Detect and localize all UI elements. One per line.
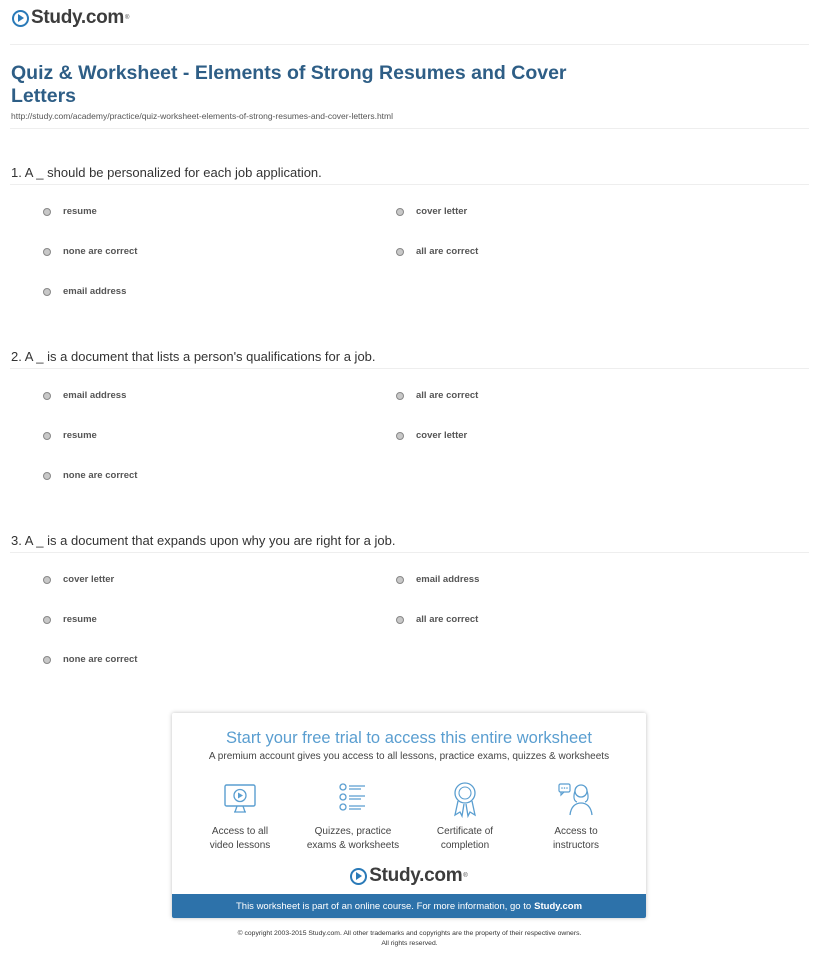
answer-option[interactable] [43, 430, 97, 441]
answer-option[interactable] [43, 470, 137, 481]
feature-label-line: exams & worksheets [306, 840, 400, 851]
copyright-notice [150, 929, 669, 949]
feature-label-line: Access to all [211, 826, 269, 837]
play-circle-icon [350, 868, 367, 885]
option-label: resume [63, 430, 97, 441]
answer-option[interactable] [396, 246, 478, 257]
logo-trademark: ® [463, 873, 468, 879]
logo-text: Study.com [369, 865, 463, 886]
feature-label-line: instructors [552, 840, 600, 851]
copyright-line: All rights reserved. [381, 940, 438, 947]
option-label: cover letter [63, 574, 115, 585]
page-title: Quiz & Worksheet - Elements of Strong Resumes and Cover Letters [11, 62, 567, 107]
answer-option[interactable] [43, 614, 97, 625]
feature-label-line: Certificate of [436, 826, 494, 837]
feature-label-line: video lessons [209, 840, 271, 851]
answer-option[interactable] [396, 390, 478, 401]
feature-certificate [406, 779, 524, 853]
radio-button[interactable] [396, 576, 404, 584]
option-label: none are correct [63, 246, 138, 257]
feature-label-line: Access to [554, 826, 598, 837]
option-label: resume [63, 614, 97, 625]
study-logo[interactable] [12, 7, 129, 29]
answer-option[interactable] [396, 206, 467, 217]
option-label: all are correct [416, 614, 479, 625]
header-divider [10, 44, 809, 45]
title-divider [10, 128, 809, 129]
certificate-icon [445, 779, 485, 819]
option-label: all are correct [416, 246, 479, 257]
answer-option[interactable] [396, 430, 467, 441]
promo-subtitle: A premium account gives you access to all lessons, practice exams, quizzes & worksheets [208, 751, 610, 762]
radio-button[interactable] [43, 616, 51, 624]
copyright-line: © copyright 2003-2015 Study.com. All other trademarks and copyrights are the property of their respective owners. [237, 930, 582, 937]
question-divider [10, 368, 809, 369]
feature-label [406, 825, 524, 853]
answer-option[interactable] [43, 206, 97, 217]
radio-button[interactable] [396, 248, 404, 256]
radio-button[interactable] [43, 392, 51, 400]
play-circle-icon [12, 10, 29, 27]
feature-label-line: Quizzes, practice [314, 826, 392, 837]
question-text: 2. A _ is a document that lists a person's qualifications for a job. [11, 349, 376, 364]
option-label: none are correct [63, 470, 138, 481]
option-label: email address [63, 286, 127, 297]
option-label: none are correct [63, 654, 138, 665]
option-label: all are correct [416, 390, 479, 401]
radio-button[interactable] [43, 472, 51, 480]
answer-option[interactable] [43, 286, 126, 297]
study-com-link[interactable]: Study.com [534, 900, 583, 912]
answer-option[interactable] [396, 574, 479, 585]
option-label: email address [416, 574, 480, 585]
question-divider [10, 184, 809, 185]
answer-option[interactable] [43, 246, 137, 257]
radio-button[interactable] [396, 432, 404, 440]
option-label: cover letter [416, 430, 468, 441]
feature-video-lessons [181, 779, 299, 853]
question-divider [10, 552, 809, 553]
answer-option[interactable] [43, 390, 126, 401]
radio-button[interactable] [43, 248, 51, 256]
question-text: 1. A _ should be personalized for each job application. [11, 165, 322, 180]
page-url: http://study.com/academy/practice/quiz-worksheet-elements-of-strong-resumes-and-cover-letters.html [11, 111, 394, 121]
option-label: cover letter [416, 206, 468, 217]
promo-bar-text: This worksheet is part of an online course. For more information, go to [235, 900, 532, 912]
option-label: resume [63, 206, 97, 217]
logo-text: Study.com [31, 7, 125, 28]
radio-button[interactable] [43, 288, 51, 296]
answer-option[interactable] [43, 574, 114, 585]
answer-option[interactable] [43, 654, 137, 665]
radio-button[interactable] [43, 432, 51, 440]
promo-info-bar [172, 894, 646, 918]
radio-button[interactable] [43, 576, 51, 584]
logo-trademark: ® [125, 15, 130, 21]
radio-button[interactable] [396, 208, 404, 216]
option-label: email address [63, 390, 127, 401]
promo-study-logo[interactable] [172, 865, 646, 887]
radio-button[interactable] [43, 208, 51, 216]
feature-instructors [517, 779, 635, 853]
free-trial-promo [172, 713, 646, 918]
question-text: 3. A _ is a document that expands upon why you are right for a job. [11, 533, 396, 548]
feature-label [181, 825, 299, 853]
radio-button[interactable] [396, 616, 404, 624]
feature-label [294, 825, 412, 853]
quiz-list-icon [333, 779, 373, 819]
answer-option[interactable] [396, 614, 478, 625]
instructor-icon [556, 779, 596, 819]
video-lesson-icon [220, 779, 260, 819]
promo-title[interactable]: Start your free trial to access this entire worksheet [226, 729, 592, 747]
feature-label [517, 825, 635, 853]
radio-button[interactable] [43, 656, 51, 664]
radio-button[interactable] [396, 392, 404, 400]
feature-quizzes [294, 779, 412, 853]
feature-label-line: completion [440, 840, 490, 851]
